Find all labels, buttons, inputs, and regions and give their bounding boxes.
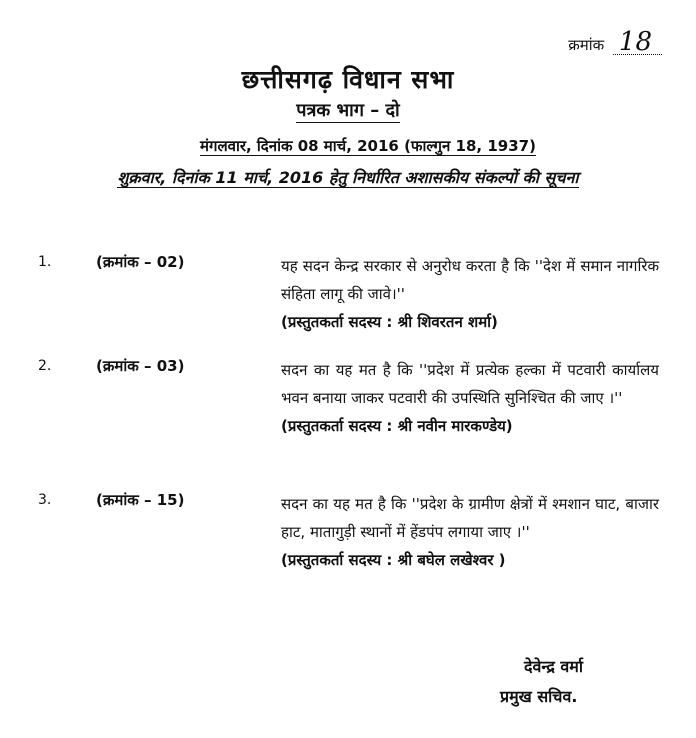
- bulletin-part-text: पत्रक भाग – दो: [296, 100, 400, 121]
- assembly-title: छत्तीसगढ़ विधान सभा: [241, 65, 455, 94]
- item-body: [281, 490, 659, 574]
- item-kramank: (क्रमांक – 03): [96, 357, 185, 375]
- item-body: [281, 252, 659, 336]
- item-serial: 2.: [38, 358, 52, 374]
- item-body: [281, 356, 659, 440]
- presenter-name: श्री नवीन मारकण्डेय): [397, 417, 513, 435]
- item-kramank: (क्रमांक – 02): [96, 253, 185, 271]
- item-serial: 3.: [38, 492, 52, 508]
- item-text: सदन का यह मत है कि ''प्रदेश के ग्रामीण क्षेत्रों में श्मशान घाट, बाजार हाट, मातागुड़ी स्थानों में हेंडपंप लगाया जाए ।'': [281, 495, 659, 541]
- signatory-designation: प्रमुख सचिव.: [500, 687, 578, 706]
- presenter-name: श्री बघेल लखेश्वर ): [397, 551, 506, 569]
- presenter-label: (प्रस्तुतकर्ता सदस्य :: [281, 551, 393, 569]
- presenter-label: (प्रस्तुतकर्ता सदस्य :: [281, 417, 393, 435]
- bulletin-part-title: [0, 98, 696, 122]
- signatory-name: देवेन्द्र वर्मा: [524, 657, 584, 676]
- item-serial: 1.: [38, 254, 52, 270]
- item-presenter: [281, 412, 659, 440]
- item-presenter: [281, 308, 659, 336]
- notice-heading: [0, 166, 696, 188]
- notice-heading-text: शुक्रवार, दिनांक 11 मार्च, 2016 हेतु निर्धारित अशासकीय संकल्पों की सूचना: [117, 168, 579, 187]
- date-line-text: मंगलवार, दिनांक 08 मार्च, 2016 (फाल्गुन 18, 1937): [200, 137, 536, 155]
- presenter-label: (प्रस्तुतकर्ता सदस्य :: [281, 313, 393, 331]
- item-kramank: (क्रमांक – 15): [96, 491, 185, 509]
- serial-value: 18: [613, 30, 662, 55]
- item-text: सदन का यह मत है कि ''प्रदेश में प्रत्येक हल्का में पटवारी कार्यालय भवन बनाया जाकर पटवारी की उपस्थिति सुनिश्चित की जाए ।'': [281, 361, 659, 407]
- serial-label: क्रमांक: [568, 36, 605, 54]
- date-line: [0, 136, 696, 156]
- signature-block: [500, 652, 583, 712]
- item-text: यह सदन केन्द्र सरकार से अनुरोध करता है कि ''देश में समान नागरिक संहिता लागू की जावे।'': [281, 257, 659, 303]
- serial-number: [568, 27, 662, 57]
- presenter-name: श्री शिवरतन शर्मा): [397, 313, 498, 331]
- item-presenter: [281, 546, 659, 574]
